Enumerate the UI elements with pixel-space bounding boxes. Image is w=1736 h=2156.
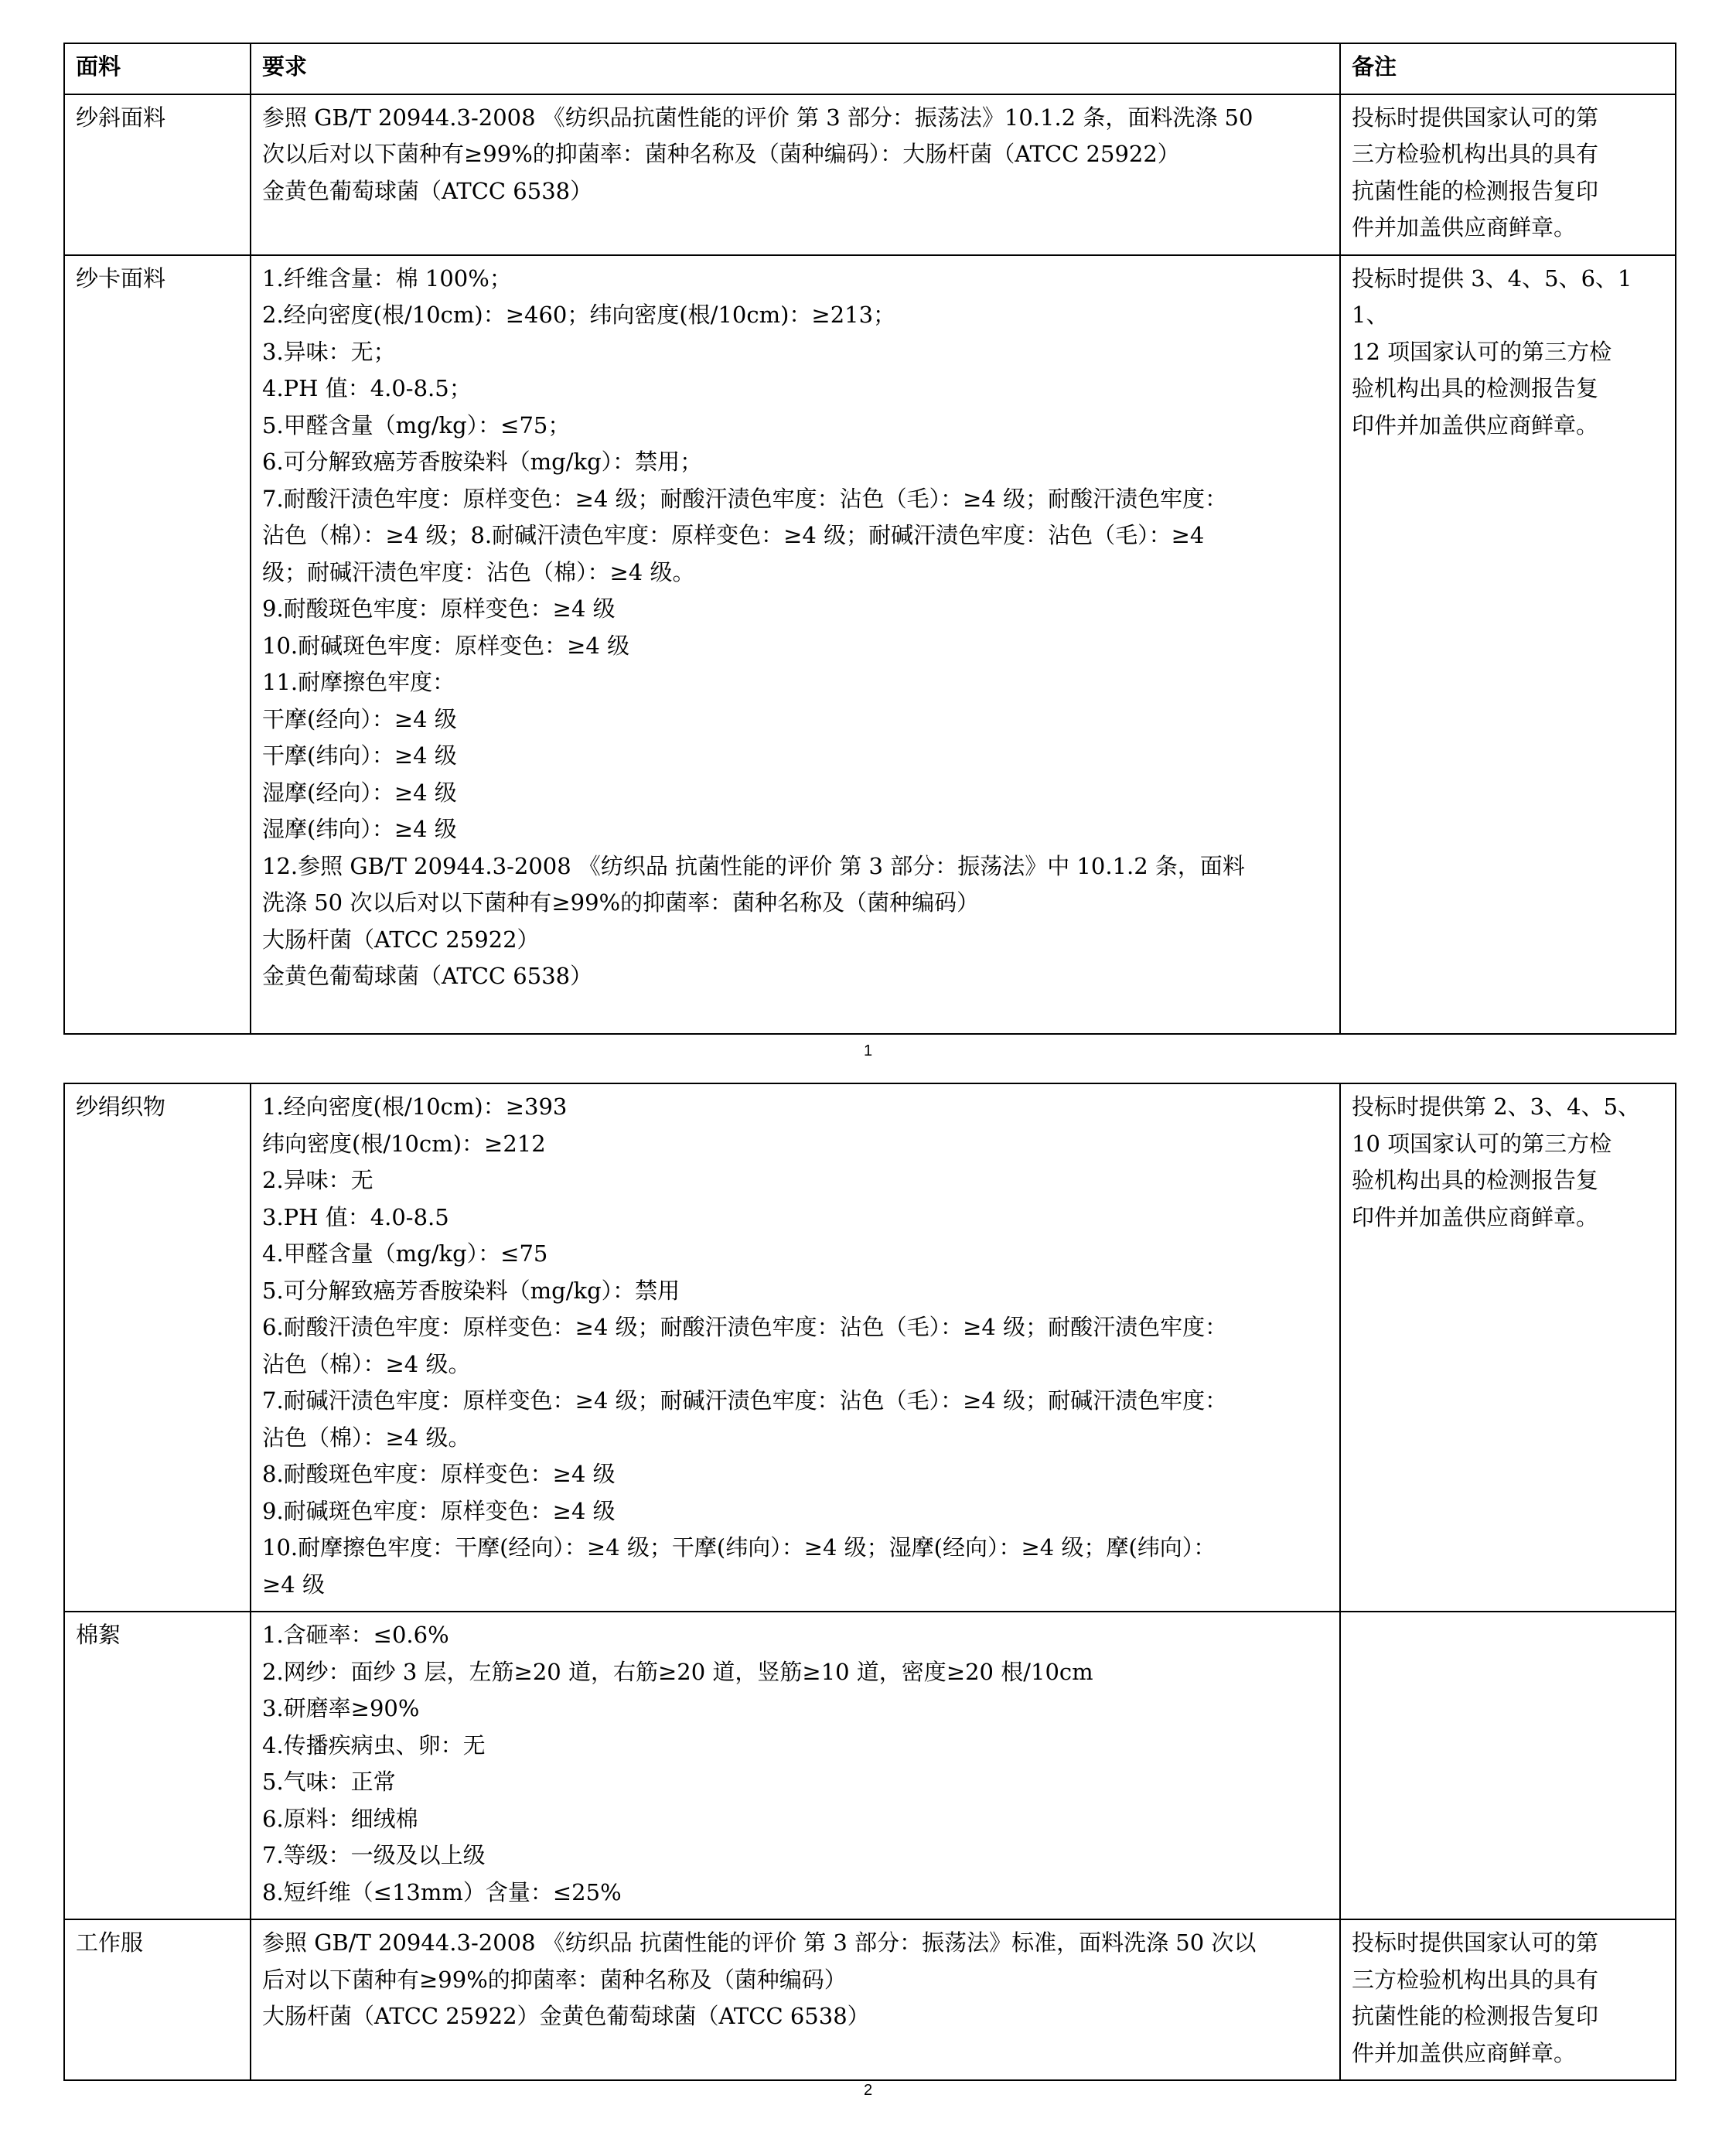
material-cell: 棉絮 bbox=[64, 1612, 251, 1919]
remark-line: 投标时提供国家认可的第 bbox=[1352, 104, 1599, 131]
remark-line: 抗菌性能的检测报告复印 bbox=[1352, 2003, 1599, 2029]
requirement-line: 4.传播疾病虫、卵：无 bbox=[262, 1731, 486, 1759]
requirement-line: 纬向密度(根/10cm)：≥212 bbox=[262, 1130, 546, 1157]
table-row bbox=[64, 1612, 1676, 1919]
requirement-line: 8.短纤维（≤13mm）含量：≤25% bbox=[262, 1878, 622, 1905]
remark-line: 印件并加盖供应商鲜章。 bbox=[1352, 411, 1599, 438]
remark-line: 投标时提供国家认可的第 bbox=[1352, 1929, 1599, 1956]
remark-line: 三方检验机构出具的具有 bbox=[1352, 141, 1599, 167]
table-row bbox=[64, 255, 1676, 1034]
requirement-line: 7.耐碱汗渍色牢度：原样变色：≥4 级；耐碱汗渍色牢度：沾色（毛）：≥4 级；耐碱汗渍色牢度： bbox=[262, 1387, 1228, 1414]
requirement-cell bbox=[251, 1919, 1340, 2080]
requirement-cell bbox=[251, 1612, 1340, 1919]
requirement-line: 6.原料：细绒棉 bbox=[262, 1805, 418, 1832]
requirement-line: 3.研磨率≥90% bbox=[262, 1695, 420, 1721]
material-cell: 纱卡面料 bbox=[64, 255, 251, 1034]
requirement-line: 金黄色葡萄球菌（ATCC 6538） bbox=[262, 177, 593, 204]
remark-cell bbox=[1340, 1083, 1676, 1612]
requirement-cell bbox=[251, 255, 1340, 1034]
remark-line: 投标时提供第 2、3、4、5、 bbox=[1352, 1093, 1641, 1120]
spec-table-page-2 bbox=[63, 1083, 1676, 2081]
requirement-cell bbox=[251, 1083, 1340, 1612]
requirement-line: 12.参照 GB/T 20944.3-2008 《纺织品 抗菌性能的评价 第 3 部分：振荡法》中 10.1.2 条，面料 bbox=[262, 852, 1245, 879]
requirement-line: 2.网纱：面纱 3 层，左筋≥20 道，右筋≥20 道，竖筋≥10 道，密度≥20 根/10cm bbox=[262, 1658, 1093, 1685]
requirement-line: 洗涤 50 次以后对以下菌种有≥99%的抑菌率：菌种名称及（菌种编码） bbox=[262, 889, 980, 916]
remark-line: 10 项国家认可的第三方检 bbox=[1352, 1130, 1612, 1157]
remark-line: 抗菌性能的检测报告复印 bbox=[1352, 177, 1599, 204]
page-number: 1 bbox=[863, 1042, 873, 1059]
remark-cell bbox=[1340, 255, 1676, 1034]
requirement-line: 大肠杆菌（ATCC 25922）金黄色葡萄球菌（ATCC 6538） bbox=[262, 2003, 870, 2029]
header-material: 面料 bbox=[64, 43, 251, 94]
remark-line: 三方检验机构出具的具有 bbox=[1352, 1966, 1599, 1993]
requirement-line: ≥4 级 bbox=[262, 1571, 325, 1598]
remark-cell bbox=[1340, 94, 1676, 255]
requirement-line: 干摩(纬向）：≥4 级 bbox=[262, 742, 457, 769]
requirement-line: 9.耐酸斑色牢度：原样变色：≥4 级 bbox=[262, 595, 616, 622]
spec-table-page-1 bbox=[63, 43, 1676, 1035]
requirement-line: 5.气味：正常 bbox=[262, 1769, 396, 1795]
remark-line: 件并加盖供应商鲜章。 bbox=[1352, 2039, 1577, 2066]
requirement-line: 后对以下菌种有≥99%的抑菌率：菌种名称及（菌种编码） bbox=[262, 1966, 847, 1993]
remark-line: 投标时提供 3、4、5、6、11、 bbox=[1352, 264, 1632, 328]
page-number: 2 bbox=[863, 2082, 873, 2099]
material-cell: 纱绢织物 bbox=[64, 1083, 251, 1612]
table-header-row bbox=[64, 43, 1676, 94]
requirement-line: 6.耐酸汗渍色牢度：原样变色：≥4 级；耐酸汗渍色牢度：沾色（毛）：≥4 级；耐酸汗渍色牢度： bbox=[262, 1314, 1228, 1340]
requirement-line: 6.可分解致癌芳香胺染料（mg/kg）：禁用； bbox=[262, 449, 703, 475]
requirement-line: 参照 GB/T 20944.3-2008 《纺织品 抗菌性能的评价 第 3 部分：振荡法》标准，面料洗涤 50 次以 bbox=[262, 1929, 1257, 1956]
requirement-line: 湿摩(纬向）：≥4 级 bbox=[262, 816, 457, 842]
requirement-line: 11.耐摩擦色牢度： bbox=[262, 669, 455, 695]
requirement-line: 4.PH 值：4.0-8.5； bbox=[262, 375, 472, 401]
requirement-line: 7.等级：一级及以上级 bbox=[262, 1842, 486, 1868]
requirement-line: 2.异味：无 bbox=[262, 1167, 373, 1193]
requirement-line: 8.耐酸斑色牢度：原样变色：≥4 级 bbox=[262, 1461, 616, 1487]
requirement-line: 10.耐摩擦色牢度：干摩(经向）：≥4 级；干摩(纬向）：≥4 级；湿摩(经向）：≥4 级；摩(纬向）： bbox=[262, 1534, 1216, 1561]
requirement-line: 9.耐碱斑色牢度：原样变色：≥4 级 bbox=[262, 1497, 616, 1524]
material-cell: 工作服 bbox=[64, 1919, 251, 2080]
requirement-line: 沾色（棉）：≥4 级；8.耐碱汗渍色牢度：原样变色：≥4 级；耐碱汗渍色牢度：沾色（毛）：≥4 bbox=[262, 522, 1205, 548]
requirement-line: 2.经向密度(根/10cm)：≥460；纬向密度(根/10cm)：≥213； bbox=[262, 302, 896, 328]
requirement-line: 3.异味：无； bbox=[262, 338, 396, 365]
header-requirement: 要求 bbox=[251, 43, 1340, 94]
requirement-line: 沾色（棉）：≥4 级。 bbox=[262, 1350, 471, 1377]
table-row bbox=[64, 1083, 1676, 1612]
requirement-line: 湿摩(经向）：≥4 级 bbox=[262, 779, 457, 806]
requirement-line: 4.甲醛含量（mg/kg）：≤75 bbox=[262, 1240, 548, 1267]
requirement-line: 1.含砸率：≤0.6% bbox=[262, 1622, 449, 1648]
requirement-line: 3.PH 值：4.0-8.5 bbox=[262, 1203, 449, 1230]
table-row bbox=[64, 94, 1676, 255]
table-row bbox=[64, 1919, 1676, 2080]
requirement-line: 金黄色葡萄球菌（ATCC 6538） bbox=[262, 963, 593, 989]
requirement-line: 参照 GB/T 20944.3-2008 《纺织品抗菌性能的评价 第 3 部分：振荡法》10.1.2 条，面料洗涤 50 bbox=[262, 104, 1253, 131]
requirement-line: 5.可分解致癌芳香胺染料（mg/kg）：禁用 bbox=[262, 1277, 680, 1304]
material-cell: 纱斜面料 bbox=[64, 94, 251, 255]
requirement-cell bbox=[251, 94, 1340, 255]
requirement-line: 1.纤维含量：棉 100%； bbox=[262, 264, 512, 292]
requirement-line: 5.甲醛含量（mg/kg）：≤75； bbox=[262, 411, 571, 438]
requirement-line: 7.耐酸汗渍色牢度：原样变色：≥4 级；耐酸汗渍色牢度：沾色（毛）：≥4 级；耐酸汗渍色牢度： bbox=[262, 485, 1228, 512]
requirement-line: 1.经向密度(根/10cm)：≥393 bbox=[262, 1093, 568, 1120]
remark-line: 验机构出具的检测报告复 bbox=[1352, 1167, 1599, 1193]
requirement-line: 级；耐碱汗渍色牢度：沾色（棉）：≥4 级。 bbox=[262, 558, 695, 585]
requirement-line: 次以后对以下菌种有≥99%的抑菌率：菌种名称及（菌种编码）：大肠杆菌（ATCC 25922） bbox=[262, 141, 1180, 167]
requirement-line: 10.耐碱斑色牢度：原样变色：≥4 级 bbox=[262, 632, 630, 659]
header-remark: 备注 bbox=[1340, 43, 1676, 94]
remark-line: 印件并加盖供应商鲜章。 bbox=[1352, 1203, 1599, 1230]
remark-cell bbox=[1340, 1919, 1676, 2080]
remark-line: 件并加盖供应商鲜章。 bbox=[1352, 214, 1577, 241]
requirement-line: 大肠杆菌（ATCC 25922） bbox=[262, 926, 540, 953]
remark-line: 12 项国家认可的第三方检 bbox=[1352, 338, 1612, 365]
requirement-line: 干摩(经向）：≥4 级 bbox=[262, 705, 457, 732]
remark-line: 验机构出具的检测报告复 bbox=[1352, 375, 1599, 401]
remark-cell bbox=[1340, 1612, 1676, 1919]
requirement-line: 沾色（棉）：≥4 级。 bbox=[262, 1424, 471, 1451]
